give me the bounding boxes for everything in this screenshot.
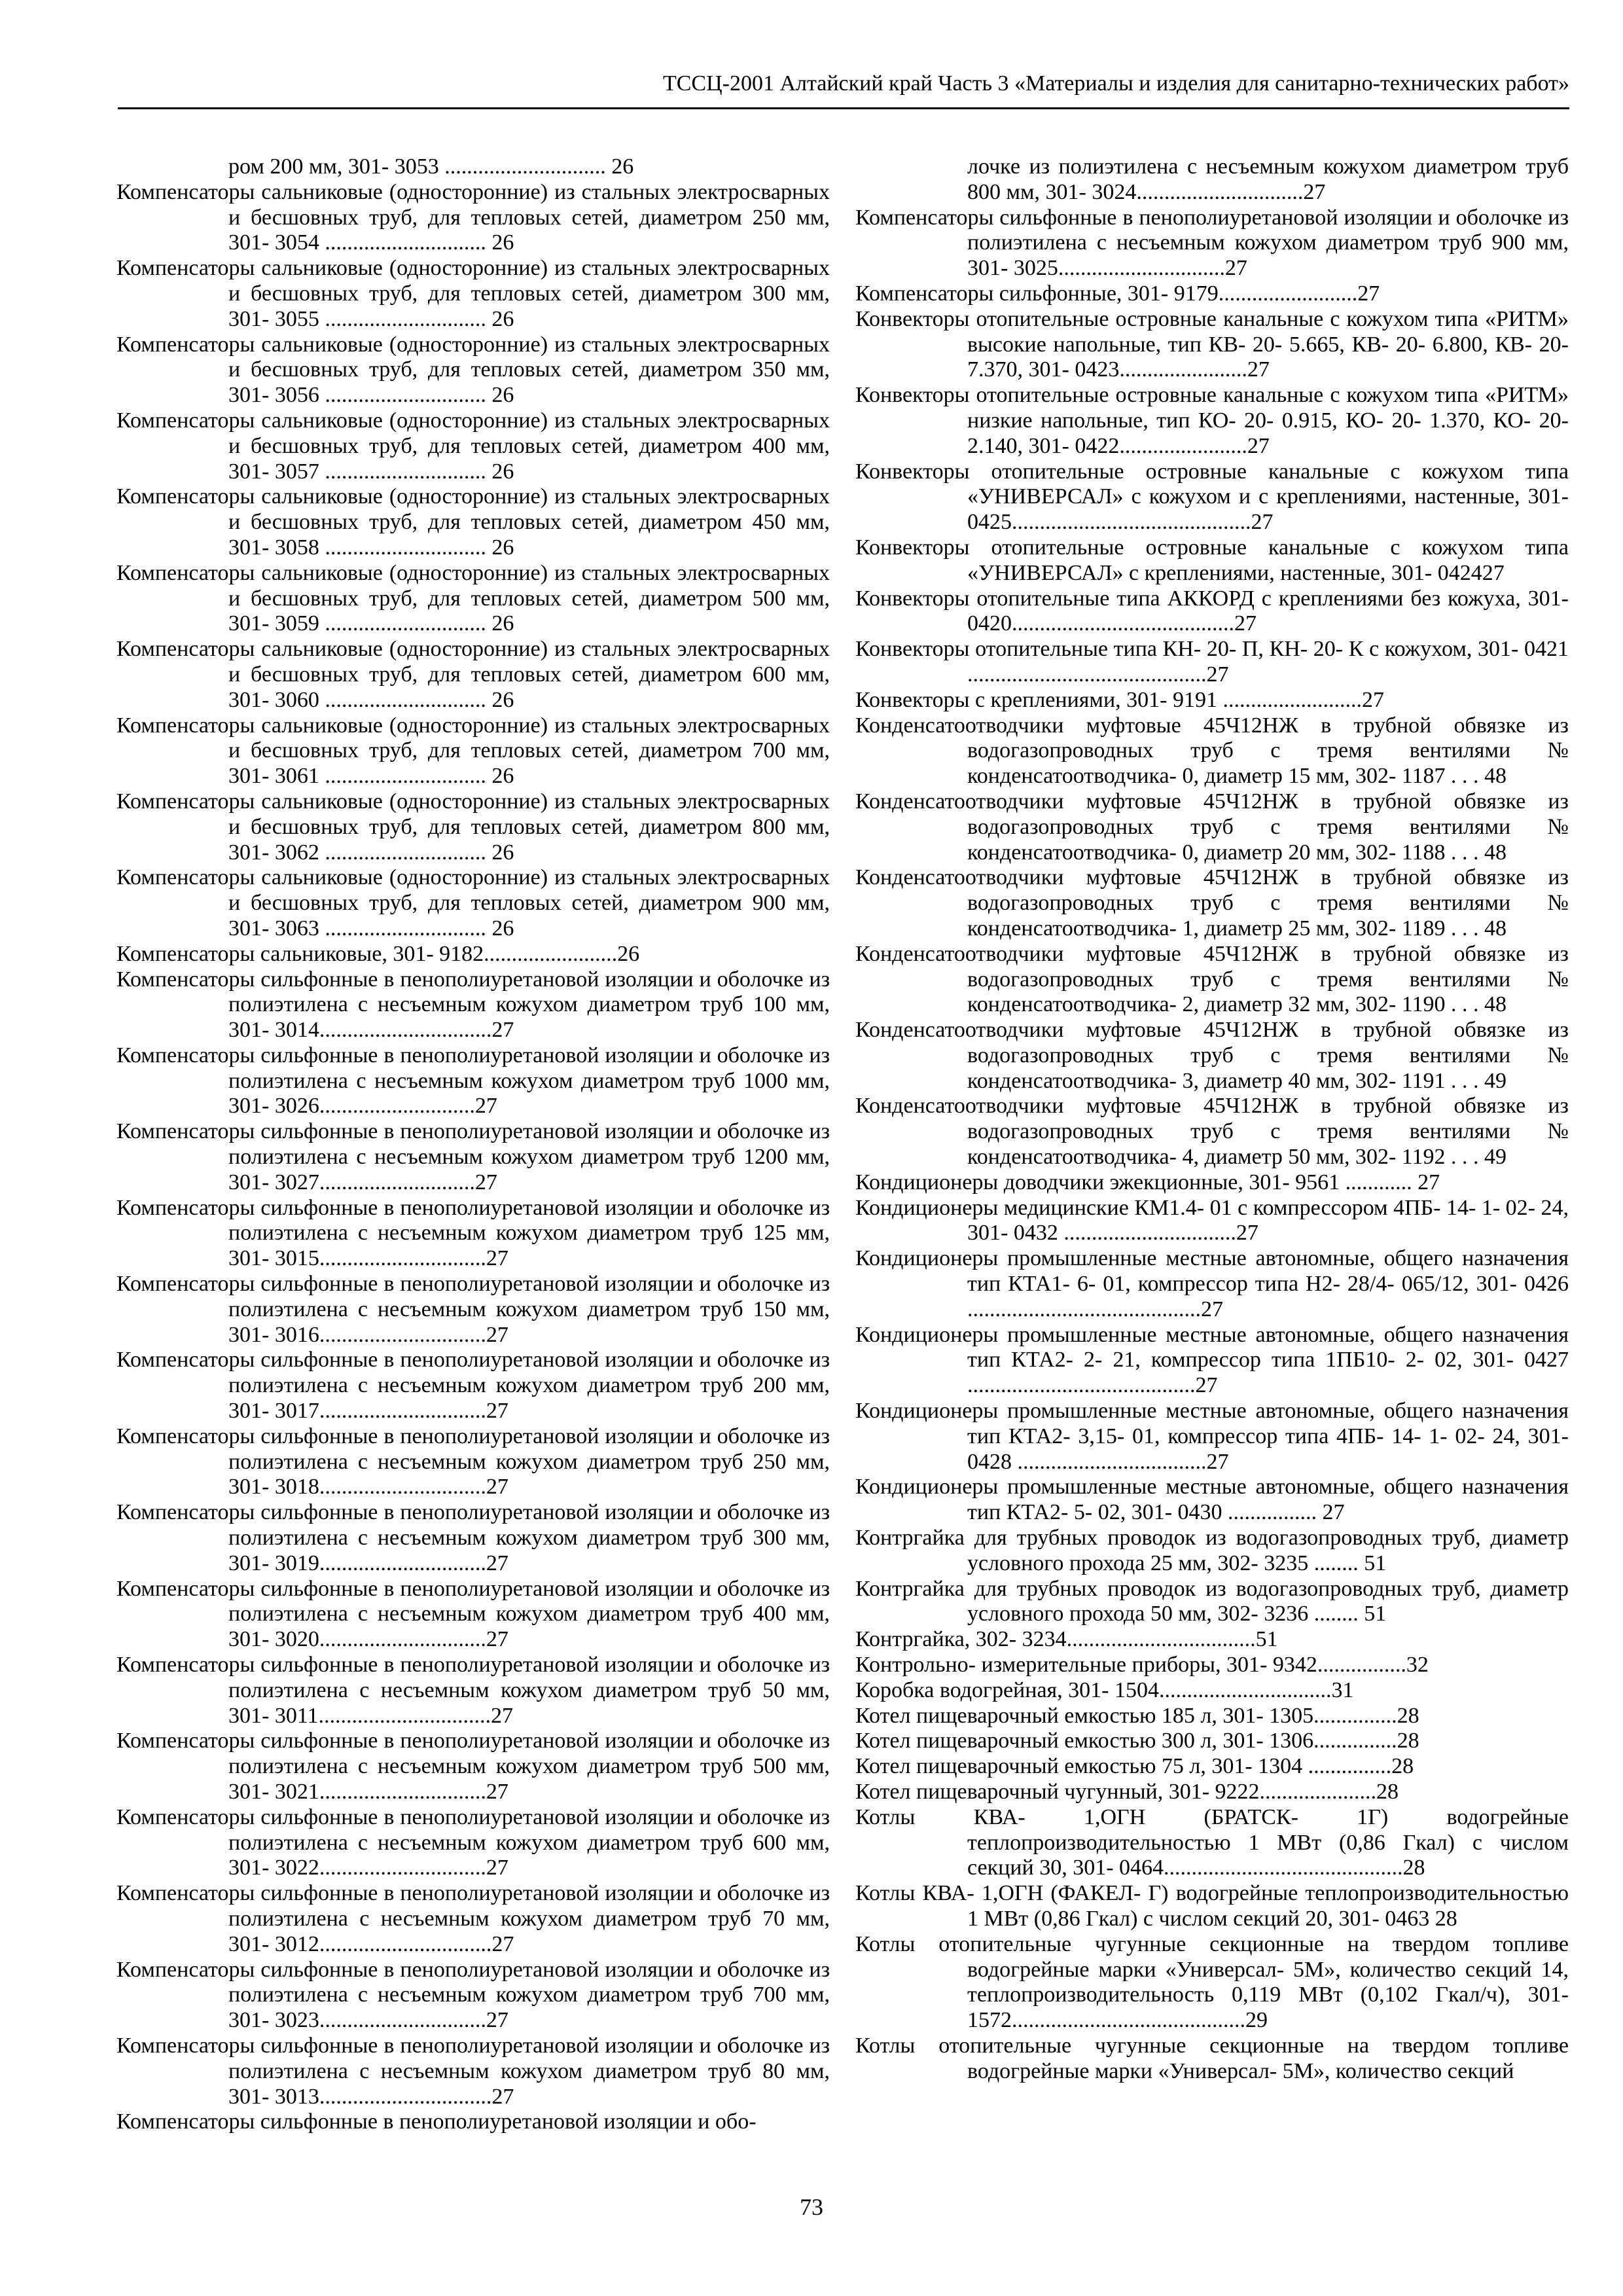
index-entry: Кондиционеры промышленные местные автономные, общего назначения тип КТА1- 6- 01, компрессор типа Н2- 28/4- 065/12, 301- 0426 ..........................................27 <box>855 1246 1569 1321</box>
index-entry: Коробка водогрейная, 301- 1504...............................31 <box>855 1677 1354 1702</box>
page-number: 73 <box>800 2194 823 2220</box>
index-entry: Кондиционеры промышленные местные автономные, общего назначения тип КТА2- 3,15- 01, компрессор типа 4ПБ- 14- 1- 02- 24, 301- 0428 ..................................27 <box>855 1399 1569 1474</box>
index-entry: Компенсаторы сальниковые (односторонние) из стальных электросварных и бесшовных труб, для тепловых сетей, диаметром 600 мм, 301- 3060 ............................. 26 <box>116 637 830 712</box>
running-header-title: ТССЦ-2001 Алтайский край Часть 3 «Материалы и изделия для санитарно-технических работ» <box>662 71 1569 96</box>
index-entry: Конвекторы с креплениями, 301- 9191 .........................27 <box>855 687 1384 712</box>
index-entry: Компенсаторы сильфонные в пенополиуретановой изоляции и оболочке из полиэтилена с несъемным кожухом диаметром труб 500 мм, 301- 3021..............................27 <box>116 1729 830 1804</box>
index-entry: Компенсаторы сильфонные в пенополиуретановой изоляции и оболочке из полиэтилена с несъемным кожухом диаметром труб 250 мм, 301- 3018..............................27 <box>116 1424 830 1499</box>
index-entry: Компенсаторы сальниковые (односторонние) из стальных электросварных и бесшовных труб, для тепловых сетей, диаметром 450 мм, 301- 3058 ............................. 26 <box>116 484 830 560</box>
index-entry: Кондиционеры доводчики эжекционные, 301- 9561 ............ 27 <box>855 1170 1440 1194</box>
index-entry: Конденсатоотводчики муфтовые 45Ч12НЖ в трубной обвязке из водогазопроводных труб с тремя вентилями № конденсатоотводчика- 4, диаметр 50 мм, 302- 1192 . . . 49 <box>855 1094 1569 1170</box>
index-entry: Кондиционеры промышленные местные автономные, общего назначения тип КТА2- 5- 02, 301- 0430 ................ 27 <box>855 1475 1569 1525</box>
index-entry: Компенсаторы сальниковые (односторонние) из стальных электросварных и бесшовных труб, для тепловых сетей, диаметром 300 мм, 301- 3055 ............................. 26 <box>116 256 830 331</box>
index-entry: Кондиционеры промышленные местные автономные, общего назначения тип КТА2- 2- 21, компрессор типа 1ПБ10- 2- 02, 301- 0427 .........................................27 <box>855 1322 1569 1398</box>
index-entry: Конвекторы отопительные островные канальные с кожухом типа «УНИВЕРСАЛ» с креплениями, настенные, 301- 042427 <box>855 535 1569 585</box>
index-entry: Компенсаторы сальниковые (односторонние) из стальных электросварных и бесшовных труб, для тепловых сетей, диаметром 900 мм, 301- 3063 ............................. 26 <box>116 865 830 941</box>
index-entry: Конвекторы отопительные островные канальные с кожухом типа «РИТМ» высокие напольные, тип КВ- 20- 5.665, КВ- 20- 6.800, КВ- 20- 7.370, 301- 0423.......................27 <box>855 306 1569 382</box>
left-column <box>116 154 830 2135</box>
index-entry: Котлы КВА- 1,ОГН (БРАТСК- 1Г) водогрейные теплопроизводительностью 1 МВт (0,86 Гкал) с числом секций 30, 301- 0464...........................................28 <box>855 1804 1569 1880</box>
index-entry: Компенсаторы сильфонные в пенополиуретановой изоляции и оболочке из полиэтилена с несъемным кожухом диаметром труб 400 мм, 301- 3020..............................27 <box>116 1576 830 1652</box>
index-entry: Компенсаторы сильфонные в пенополиуретановой изоляции и оболочке из полиэтилена с несъемным кожухом диаметром труб 600 мм, 301- 3022..............................27 <box>116 1804 830 1880</box>
index-entry: Контргайка для трубных проводок из водогазопроводных труб, диаметр условного прохода 25 мм, 302- 3235 ........ 51 <box>855 1526 1569 1575</box>
index-entry: Компенсаторы сильфонные в пенополиуретановой изоляции и оболочке из полиэтилена с несъемным кожухом диаметром труб 1000 мм, 301- 3026............................27 <box>116 1043 830 1119</box>
index-entry: Компенсаторы сильфонные в пенополиуретановой изоляции и оболочке из полиэтилена с несъемным кожухом диаметром труб 100 мм, 301- 3014...............................27 <box>116 967 830 1043</box>
index-entry: Компенсаторы сильфонные в пенополиуретановой изоляции и оболочке из полиэтилена с несъемным кожухом диаметром труб 700 мм, 301- 3023..............................27 <box>116 1957 830 2033</box>
index-entry: Конденсатоотводчики муфтовые 45Ч12НЖ в трубной обвязке из водогазопроводных труб с тремя вентилями № конденсатоотводчика- 3, диаметр 40 мм, 302- 1191 . . . 49 <box>855 1018 1569 1093</box>
index-entry: Компенсаторы сальниковые (односторонние) из стальных электросварных и бесшовных труб, для тепловых сетей, диаметром 350 мм, 301- 3056 ............................. 26 <box>116 332 830 408</box>
index-entry: Конденсатоотводчики муфтовые 45Ч12НЖ в трубной обвязке из водогазопроводных труб с тремя вентилями № конденсатоотводчика- 1, диаметр 25 мм, 302- 1189 . . . 48 <box>855 865 1569 941</box>
index-entry: Конденсатоотводчики муфтовые 45Ч12НЖ в трубной обвязке из водогазопроводных труб с тремя вентилями № конденсатоотводчика- 0, диаметр 15 мм, 302- 1187 . . . 48 <box>855 713 1569 789</box>
index-entry: Котел пищеварочный емкостью 300 л, 301- 1306...............28 <box>855 1729 1419 1753</box>
index-entry: Кондиционеры медицинские КМ1.4- 01 с компрессором 4ПБ- 14- 1- 02- 24, 301- 0432 ...............................27 <box>855 1195 1569 1246</box>
index-entry: Компенсаторы сильфонные в пенополиуретановой изоляции и оболочке из полиэтилена с несъемным кожухом диаметром труб 200 мм, 301- 3017..............................27 <box>116 1348 830 1424</box>
running-header <box>118 71 1569 109</box>
index-entry: Компенсаторы сильфонные в пенополиуретановой изоляции и обо- <box>116 2109 757 2134</box>
index-entry: лочке из полиэтилена с несъемным кожухом диаметром труб 800 мм, 301- 3024..............................27 <box>967 154 1569 204</box>
index-entry: Контргайка для трубных проводок из водогазопроводных труб, диаметр условного прохода 50 мм, 302- 3236 ........ 51 <box>855 1576 1569 1626</box>
index-entry: Конвекторы отопительные островные канальные с кожухом типа «УНИВЕРСАЛ» с кожухом и с креплениями, настенные, 301- 0425...........................................27 <box>855 459 1569 535</box>
index-entry: Компенсаторы сальниковые (односторонние) из стальных электросварных и бесшовных труб, для тепловых сетей, диаметром 500 мм, 301- 3059 ............................. 26 <box>116 560 830 636</box>
index-entry: Компенсаторы сильфонные в пенополиуретановой изоляции и оболочке из полиэтилена с несъемным кожухом диаметром труб 900 мм, 301- 3025..............................27 <box>855 205 1569 281</box>
index-entry: Компенсаторы сильфонные в пенополиуретановой изоляции и оболочке из полиэтилена с несъемным кожухом диаметром труб 300 мм, 301- 3019..............................27 <box>116 1500 830 1575</box>
index-entry: Компенсаторы сальниковые (односторонние) из стальных электросварных и бесшовных труб, для тепловых сетей, диаметром 250 мм, 301- 3054 ............................. 26 <box>116 179 830 255</box>
index-entry: Котлы отопительные чугунные секционные на твердом топливе водогрейные марки «Универсал- 5М», количество секций <box>855 2033 1569 2083</box>
right-column <box>855 154 1569 2085</box>
index-entry: Компенсаторы сильфонные, 301- 9179.........................27 <box>855 281 1380 306</box>
index-entry: Котлы КВА- 1,ОГН (ФАКЕЛ- Г) водогрейные теплопроизводительностью 1 МВт (0,86 Гкал) с числом секций 20, 301- 0463 28 <box>855 1881 1569 1931</box>
index-entry: Компенсаторы сильфонные в пенополиуретановой изоляции и оболочке из полиэтилена с несъемным кожухом диаметром труб 150 мм, 301- 3016..............................27 <box>116 1272 830 1347</box>
index-entry: Компенсаторы сальниковые (односторонние) из стальных электросварных и бесшовных труб, для тепловых сетей, диаметром 700 мм, 301- 3061 ............................. 26 <box>116 713 830 789</box>
index-entry: Компенсаторы сильфонные в пенополиуретановой изоляции и оболочке из полиэтилена с несъемным кожухом диаметром труб 50 мм, 301- 3011...............................27 <box>116 1653 830 1728</box>
index-entry: Котел пищеварочный емкостью 185 л, 301- 1305...............28 <box>855 1703 1419 1728</box>
index-entry: Компенсаторы сильфонные в пенополиуретановой изоляции и оболочке из полиэтилена с несъемным кожухом диаметром труб 1200 мм, 301- 3027............................27 <box>116 1119 830 1194</box>
index-entry: Котел пищеварочный емкостью 75 л, 301- 1304 ...............28 <box>855 1754 1414 1779</box>
index-entry: Компенсаторы сальниковые (односторонние) из стальных электросварных и бесшовных труб, для тепловых сетей, диаметром 400 мм, 301- 3057 ............................. 26 <box>116 408 830 484</box>
index-entry: Компенсаторы сильфонные в пенополиуретановой изоляции и оболочке из полиэтилена с несъемным кожухом диаметром труб 70 мм, 301- 3012...............................27 <box>116 1881 830 1956</box>
index-entry: Компенсаторы сильфонные в пенополиуретановой изоляции и оболочке из полиэтилена с несъемным кожухом диаметром труб 80 мм, 301- 3013...............................27 <box>116 2033 830 2109</box>
index-entry: Конденсатоотводчики муфтовые 45Ч12НЖ в трубной обвязке из водогазопроводных труб с тремя вентилями № конденсатоотводчика- 0, диаметр 20 мм, 302- 1188 . . . 48 <box>855 789 1569 865</box>
index-entry: ром 200 мм, 301- 3053 ............................. 26 <box>228 154 634 179</box>
index-entry: Контргайка, 302- 3234..................................51 <box>855 1627 1278 1652</box>
index-entry: Котлы отопительные чугунные секционные на твердом топливе водогрейные марки «Универсал- 5М», количество секций 14, теплопроизводительность 0,119 МВт (0,102 Гкал/ч), 301- 1572..........................................29 <box>855 1931 1569 2033</box>
index-entry: Компенсаторы сальниковые (односторонние) из стальных электросварных и бесшовных труб, для тепловых сетей, диаметром 800 мм, 301- 3062 ............................. 26 <box>116 789 830 865</box>
index-entry: Контрольно- измерительные приборы, 301- 9342................32 <box>855 1653 1429 1677</box>
index-entry: Конвекторы отопительные типа АККОРД с креплениями без кожуха, 301- 0420........................................27 <box>855 586 1569 636</box>
index-entry: Котел пищеварочный чугунный, 301- 9222.....................28 <box>855 1780 1399 1804</box>
index-entry: Конвекторы отопительные островные канальные с кожухом типа «РИТМ» низкие напольные, тип КО- 20- 0.915, КО- 20- 1.370, КО- 20- 2.140, 301- 0422.......................27 <box>855 383 1569 458</box>
index-entry: Конденсатоотводчики муфтовые 45Ч12НЖ в трубной обвязке из водогазопроводных труб с тремя вентилями № конденсатоотводчика- 2, диаметр 32 мм, 302- 1190 . . . 48 <box>855 941 1569 1017</box>
index-entry: Конвекторы отопительные типа КН- 20- П, КН- 20- К с кожухом, 301- 0421 ...........................................27 <box>855 637 1569 687</box>
index-entry: Компенсаторы сильфонные в пенополиуретановой изоляции и оболочке из полиэтилена с несъемным кожухом диаметром труб 125 мм, 301- 3015..............................27 <box>116 1195 830 1271</box>
index-entry: Компенсаторы сальниковые, 301- 9182........................26 <box>116 941 640 966</box>
